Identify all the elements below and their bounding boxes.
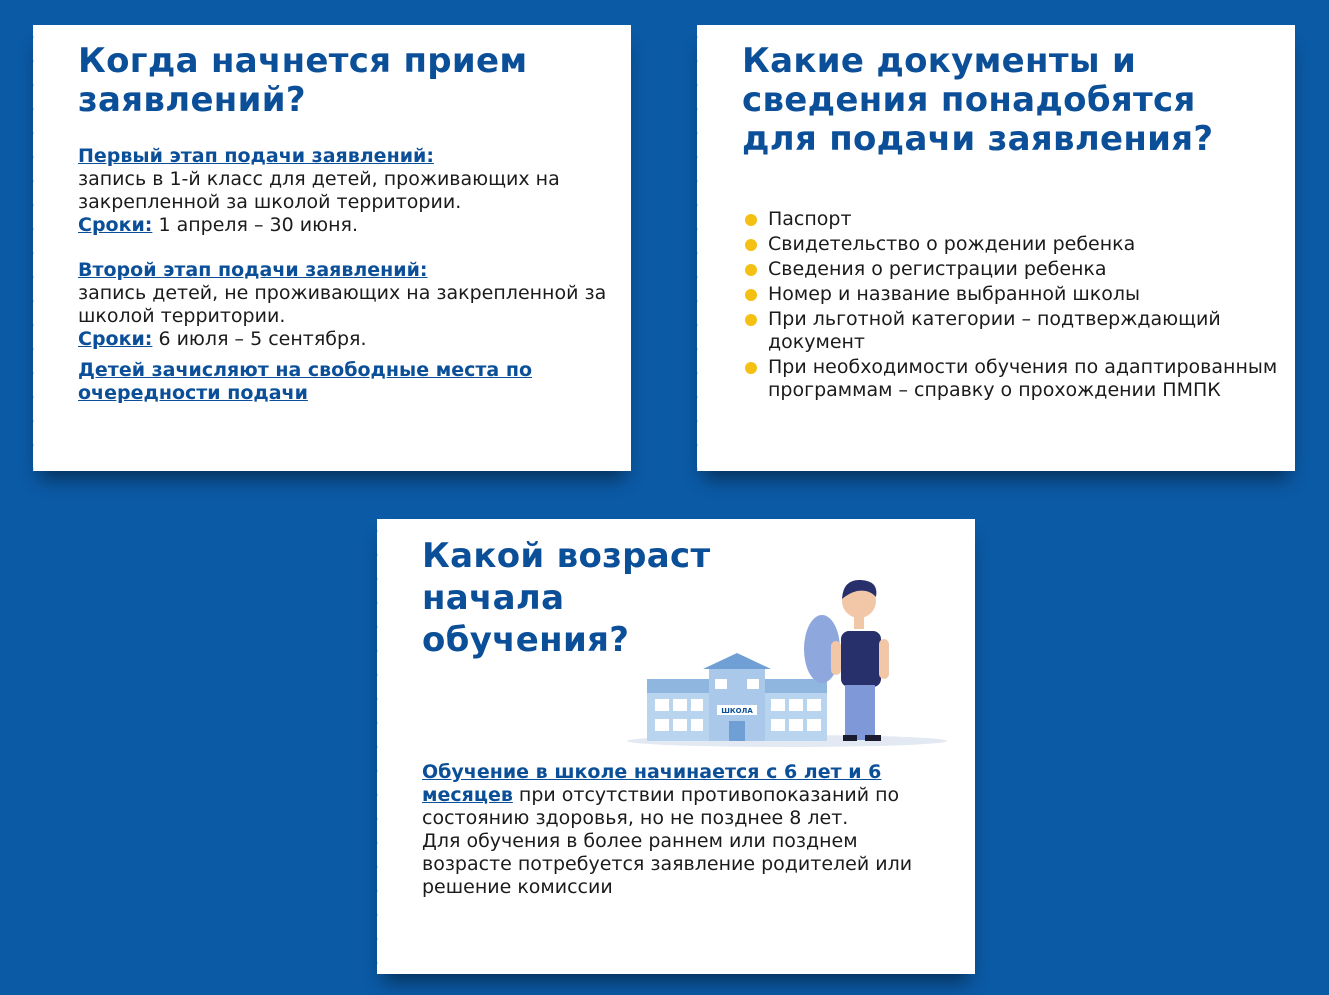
card-body (742, 208, 1287, 404)
school-building-icon (647, 653, 827, 741)
deadline-label: Сроки: (78, 214, 153, 236)
list-item-text: Сведения о регистрации ребенка (768, 258, 1107, 280)
stage-second (78, 259, 618, 351)
bullet-icon (745, 239, 757, 251)
list-item-text: Номер и название выбранной школы (768, 283, 1141, 305)
age-lead: Обучение в школе начинается с 6 лет и 6 месяцев (422, 761, 882, 806)
enrollment-note: Детей зачисляют на свободные места по очередности подачи (78, 359, 533, 404)
list-item-text: Паспорт (768, 208, 852, 230)
bullet-icon (745, 362, 757, 374)
list-item (742, 356, 1287, 402)
card-title: Какие документы и сведения понадобятся для подачи заявления? (742, 41, 1214, 159)
list-item (742, 258, 1287, 281)
bullet-icon (745, 264, 757, 276)
list-item-text: Свидетельство о рождении ребенка (768, 233, 1136, 255)
stage-text: запись детей, не проживающих на закрепленной за школой территории. (78, 282, 607, 327)
stage-text: запись в 1-й класс для детей, проживающих на закрепленной за школой территории. (78, 168, 560, 213)
list-item (742, 233, 1287, 256)
bullet-icon (745, 289, 757, 301)
list-item-text: При необходимости обучения по адаптированным программам – справку о прохождении ПМПК (768, 356, 1278, 401)
list-item (742, 308, 1287, 354)
card-required-documents (697, 25, 1295, 471)
svg-text:ШКОЛА: ШКОЛА (721, 707, 753, 715)
school-student-illustration (617, 549, 947, 749)
deadline-label: Сроки: (78, 328, 153, 350)
list-item (742, 208, 1287, 231)
stage-heading: Первый этап подачи заявлений: (78, 145, 434, 167)
age-text-extra: Для обучения в более раннем или позднем возрасте потребуется заявление родителей или решение комиссии (422, 830, 913, 898)
card-school-age (377, 519, 975, 974)
card-application-dates (33, 25, 631, 471)
bullet-icon (745, 214, 757, 226)
bullet-icon (745, 314, 757, 326)
age-text: при отсутствии противопоказаний по состоянию здоровья, но не позднее 8 лет. (422, 784, 900, 829)
stage-heading: Второй этап подачи заявлений: (78, 259, 428, 281)
deadline-value: 6 июля – 5 сентября. (158, 328, 367, 350)
list-item (742, 283, 1287, 306)
list-item-text: При льготной категории – подтверждающий документ (768, 308, 1221, 353)
card-title: Когда начнется прием заявлений? (78, 41, 528, 120)
card-body (422, 761, 942, 899)
card-title: Какой возраст начала обучения? (422, 536, 711, 660)
deadline-value: 1 апреля – 30 июня. (158, 214, 358, 236)
card-body (78, 145, 618, 405)
stage-first (78, 145, 618, 237)
documents-list (742, 208, 1287, 402)
